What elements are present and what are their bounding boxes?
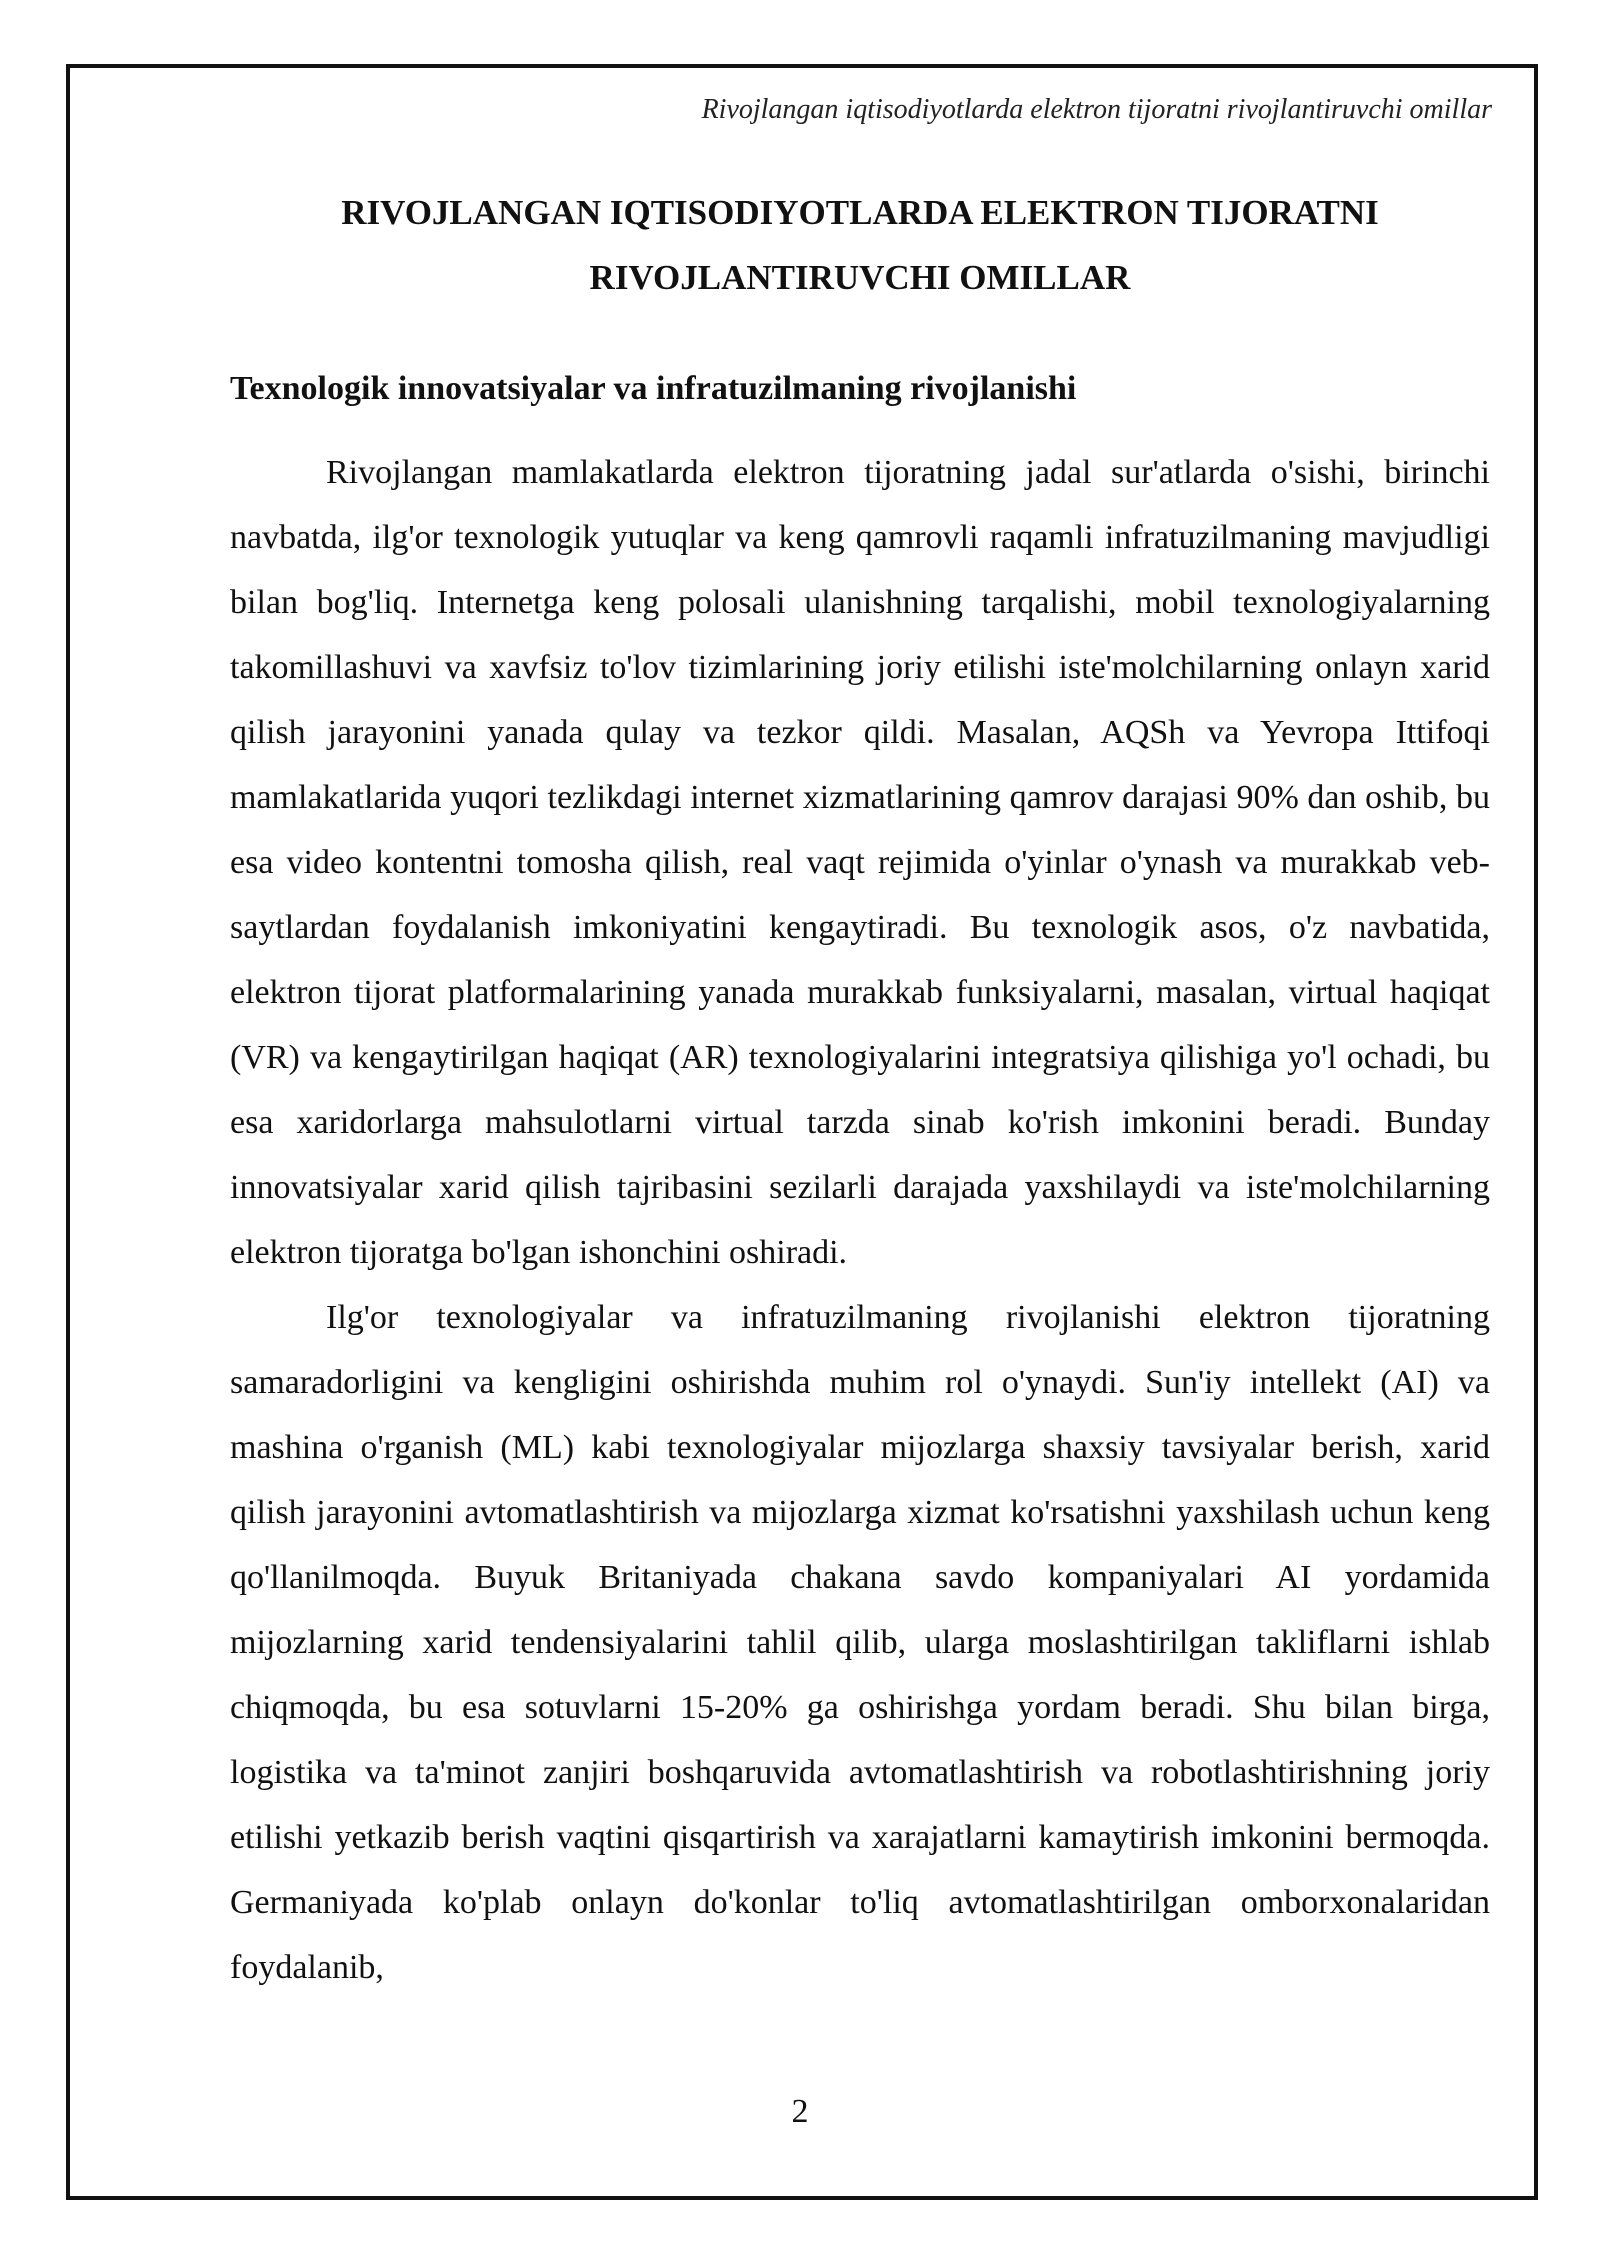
paragraph: Rivojlangan mamlakatlarda elektron tijoratning jadal sur'atlarda o'sishi, birinchi navbatda, ilg'or texnologik yutuqlar va keng qamrovli raqamli infratuzilmaning mavjudligi bilan bog'liq. Internetga keng polosali ulanishning tarqalishi, mobil texnologiyalarning takomillashuvi va xavfsiz to'lov tizimlarining joriy etilishi iste'molchilarning onlayn xarid qilish jarayonini yanada qulay va tezkor qildi. Masalan, AQSh va Yevropa Ittifoqi mamlakatlarida yuqori tezlikdagi internet xizmatlarining qamrov darajasi 90% dan oshib, bu esa video kontentni tomosha qilish, real vaqt rejimida o'yinlar o'ynash va murakkab veb-saytlardan foydalanish imkoniyatini kengaytiradi. Bu texnologik asos, o'z navbatida, elektron tijorat platformalarining yanada murakkab funksiyalarni, masalan, virtual haqiqat (VR) va kengaytirilgan haqiqat (AR) texnologiyalarini integratsiya qilishiga yo'l ochadi, bu esa xaridorlarga mahsulotlarni virtual tarzda sinab ko'rish imkonini beradi. Bunday innovatsiyalar xarid qilish tajribasini sezilarli darajada yaxshilaydi va iste'molchilarning elektron tijoratga bo'lgan ishonchini oshiradi. — [230, 454, 1490, 1271]
document-title — [230, 180, 1490, 310]
page-number: 2 — [791, 2093, 809, 2130]
title-line-2: RIVOJLANTIRUVCHI OMILLAR — [589, 258, 1131, 297]
title-line-1: RIVOJLANGAN IQTISODIYOTLARDA ELEKTRON TIJORATNI — [341, 193, 1379, 232]
body-text — [230, 440, 1490, 2000]
section-heading: Texnologik innovatsiyalar va infratuzilmaning rivojlanishi — [230, 370, 1077, 407]
paragraph: Ilg'or texnologiyalar va infratuzilmaning rivojlanishi elektron tijoratning samaradorligini va kengligini oshirishda muhim rol o'ynaydi. Sun'iy intellekt (AI) va mashina o'rganish (ML) kabi texnologiyalar mijozlarga shaxsiy tavsiyalar berish, xarid qilish jarayonini avtomatlashtirish va mijozlarga xizmat ko'rsatishni yaxshilash uchun keng qo'llanilmoqda. Buyuk Britaniyada chakana savdo kompaniyalari AI yordamida mijozlarning xarid tendensiyalarini tahlil qilib, ularga moslashtirilgan takliflarni ishlab chiqmoqda, bu esa sotuvlarni 15-20% ga oshirishga yordam beradi. Shu bilan birga, logistika va ta'minot zanjiri boshqaruvida avtomatlashtirish va robotlashtirishning joriy etilishi yetkazib berish vaqtini qisqartirish va xarajatlarni kamaytirish imkonini bermoqda. Germaniyada ko'plab onlayn do'konlar to'liq avtomatlashtirilgan omborxonalaridan foydalanib, — [230, 1299, 1490, 1986]
running-header: Rivojlangan iqtisodiyotlarda elektron tijoratni rivojlantiruvchi omillar — [701, 94, 1492, 125]
